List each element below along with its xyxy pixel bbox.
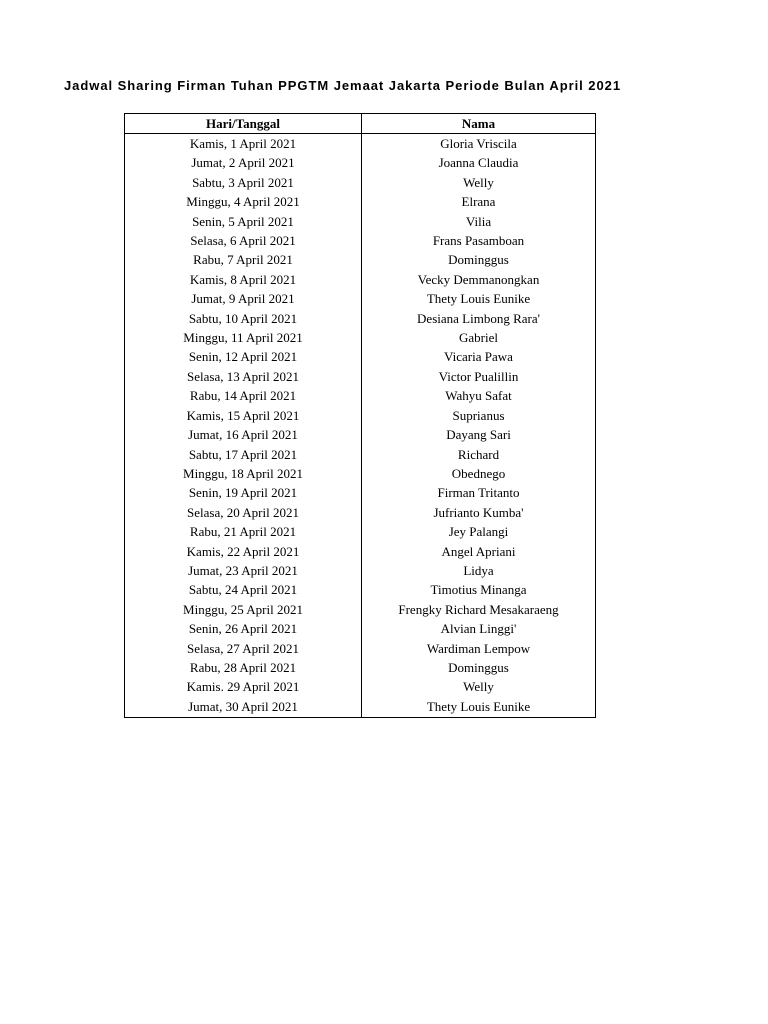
table-row	[125, 386, 596, 405]
table-row	[125, 309, 596, 328]
cell-date: Kamis, 22 April 2021	[125, 542, 362, 561]
cell-name: Lidya	[362, 561, 596, 580]
cell-date: Rabu, 7 April 2021	[125, 250, 362, 269]
cell-date: Senin, 26 April 2021	[125, 619, 362, 638]
cell-name: Vicaria Pawa	[362, 347, 596, 366]
table-row	[125, 542, 596, 561]
cell-name: Joanna Claudia	[362, 153, 596, 172]
cell-name: Obednego	[362, 464, 596, 483]
cell-date: Senin, 12 April 2021	[125, 347, 362, 366]
cell-date: Minggu, 18 April 2021	[125, 464, 362, 483]
table-body	[125, 134, 596, 718]
table-row	[125, 367, 596, 386]
cell-name: Thety Louis Eunike	[362, 697, 596, 718]
cell-name: Dominggus	[362, 658, 596, 677]
cell-name: Alvian Linggi'	[362, 619, 596, 638]
table-row	[125, 406, 596, 425]
schedule-table	[124, 113, 596, 718]
cell-name: Richard	[362, 445, 596, 464]
cell-date: Rabu, 14 April 2021	[125, 386, 362, 405]
cell-date: Kamis, 15 April 2021	[125, 406, 362, 425]
cell-date: Jumat, 23 April 2021	[125, 561, 362, 580]
cell-date: Jumat, 9 April 2021	[125, 289, 362, 308]
table-row	[125, 677, 596, 696]
cell-date: Sabtu, 10 April 2021	[125, 309, 362, 328]
table-row	[125, 483, 596, 502]
cell-date: Senin, 5 April 2021	[125, 212, 362, 231]
cell-date: Selasa, 27 April 2021	[125, 639, 362, 658]
table-row	[125, 639, 596, 658]
table-row	[125, 464, 596, 483]
cell-name: Vilia	[362, 212, 596, 231]
table-row	[125, 173, 596, 192]
document-title: Jadwal Sharing Firman Tuhan PPGTM Jemaat Jakarta Periode Bulan April 2021	[64, 78, 622, 93]
cell-date: Sabtu, 24 April 2021	[125, 580, 362, 599]
cell-date: Jumat, 2 April 2021	[125, 153, 362, 172]
table-row	[125, 697, 596, 718]
table-row	[125, 522, 596, 541]
header-row	[125, 114, 596, 134]
cell-name: Firman Tritanto	[362, 483, 596, 502]
cell-name: Desiana Limbong Rara'	[362, 309, 596, 328]
table-row	[125, 658, 596, 677]
cell-date: Sabtu, 17 April 2021	[125, 445, 362, 464]
cell-name: Welly	[362, 677, 596, 696]
cell-date: Kamis, 1 April 2021	[125, 134, 362, 154]
cell-date: Jumat, 16 April 2021	[125, 425, 362, 444]
cell-name: Jey Palangi	[362, 522, 596, 541]
cell-name: Frengky Richard Mesakaraeng	[362, 600, 596, 619]
table-row	[125, 270, 596, 289]
cell-date: Minggu, 25 April 2021	[125, 600, 362, 619]
table-row	[125, 328, 596, 347]
cell-name: Welly	[362, 173, 596, 192]
cell-name: Timotius Minanga	[362, 580, 596, 599]
cell-date: Rabu, 21 April 2021	[125, 522, 362, 541]
cell-date: Sabtu, 3 April 2021	[125, 173, 362, 192]
column-header-date: Hari/Tanggal	[125, 114, 362, 134]
cell-date: Kamis. 29 April 2021	[125, 677, 362, 696]
cell-name: Gloria Vriscila	[362, 134, 596, 154]
table-row	[125, 619, 596, 638]
cell-date: Kamis, 8 April 2021	[125, 270, 362, 289]
table-row	[125, 153, 596, 172]
table-row	[125, 600, 596, 619]
table-row	[125, 231, 596, 250]
cell-date: Jumat, 30 April 2021	[125, 697, 362, 718]
cell-date: Minggu, 11 April 2021	[125, 328, 362, 347]
cell-name: Frans Pasamboan	[362, 231, 596, 250]
cell-date: Minggu, 4 April 2021	[125, 192, 362, 211]
table-row	[125, 212, 596, 231]
cell-name: Thety Louis Eunike	[362, 289, 596, 308]
column-header-name: Nama	[362, 114, 596, 134]
cell-date: Selasa, 13 April 2021	[125, 367, 362, 386]
cell-name: Angel Apriani	[362, 542, 596, 561]
table-row	[125, 192, 596, 211]
table-row	[125, 134, 596, 154]
cell-name: Vecky Demmanongkan	[362, 270, 596, 289]
table-row	[125, 289, 596, 308]
cell-date: Rabu, 28 April 2021	[125, 658, 362, 677]
table-row	[125, 580, 596, 599]
cell-name: Dominggus	[362, 250, 596, 269]
table-row	[125, 347, 596, 366]
cell-name: Jufrianto Kumba'	[362, 503, 596, 522]
cell-name: Elrana	[362, 192, 596, 211]
cell-date: Selasa, 6 April 2021	[125, 231, 362, 250]
cell-name: Victor Pualillin	[362, 367, 596, 386]
cell-date: Senin, 19 April 2021	[125, 483, 362, 502]
table-row	[125, 561, 596, 580]
table-row	[125, 503, 596, 522]
table-row	[125, 250, 596, 269]
table-row	[125, 445, 596, 464]
table-row	[125, 425, 596, 444]
table-header	[125, 114, 596, 134]
cell-name: Wardiman Lempow	[362, 639, 596, 658]
cell-date: Selasa, 20 April 2021	[125, 503, 362, 522]
cell-name: Suprianus	[362, 406, 596, 425]
cell-name: Wahyu Safat	[362, 386, 596, 405]
cell-name: Dayang Sari	[362, 425, 596, 444]
cell-name: Gabriel	[362, 328, 596, 347]
